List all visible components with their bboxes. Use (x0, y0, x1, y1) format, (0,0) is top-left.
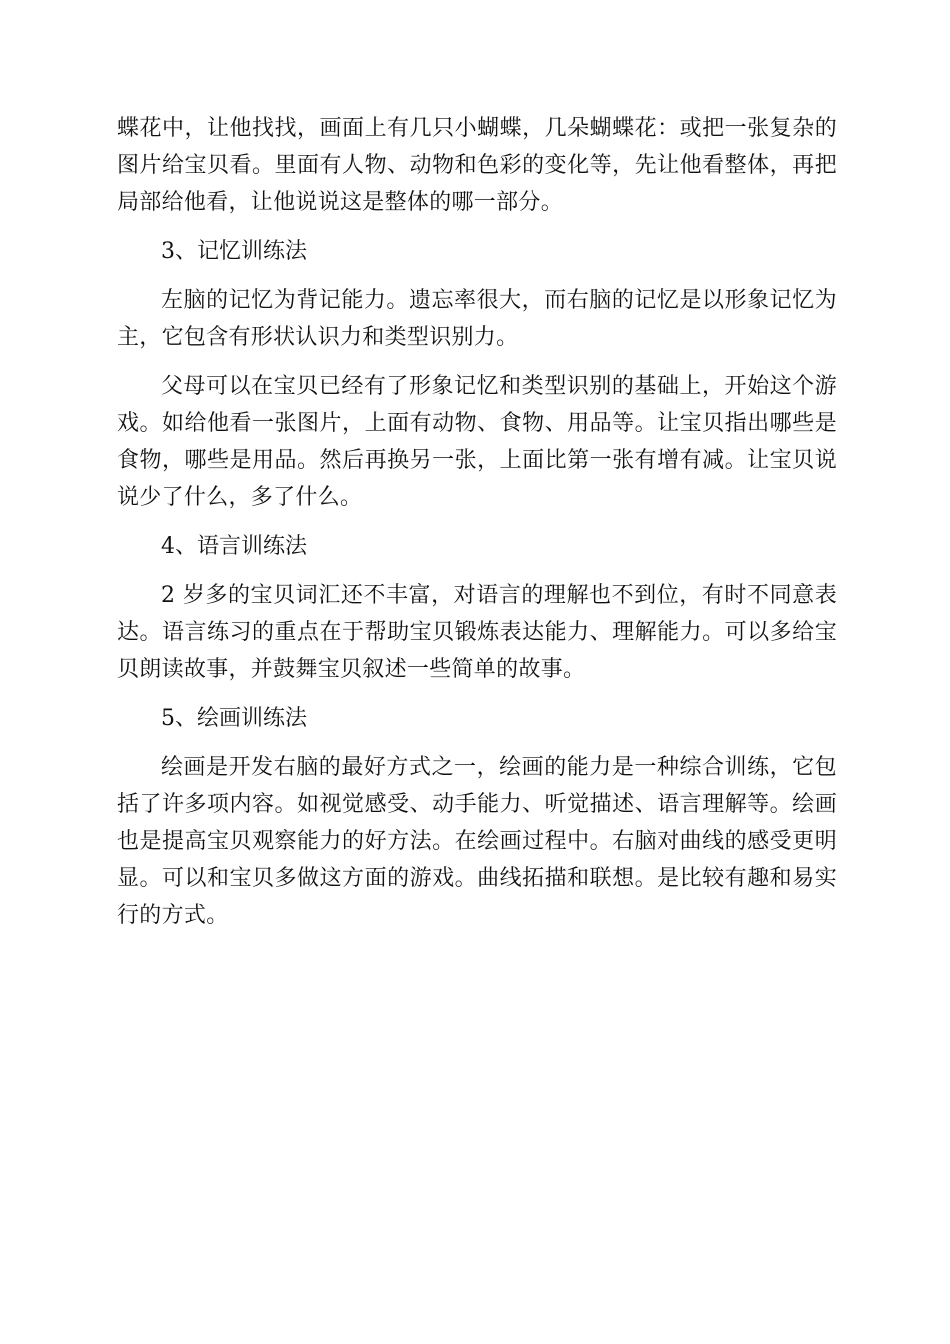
paragraph-continued: 蝶花中，让他找找，画面上有几只小蝴蝶，几朵蝴蝶花：或把一张复杂的图片给宝贝看。里面有人物、动物和色彩的变化等，先让他看整体，再把局部给他看，让他说说这是整体的哪一部分。 (117, 116, 837, 215)
paragraph-language-practice: 2 岁多的宝贝词汇还不丰富，对语言的理解也不到位，有时不同意表达。语言练习的重点在于帮助宝贝锻炼表达能力、理解能力。可以多给宝贝朗读故事，并鼓舞宝贝叙述一些简单的故事。 (117, 583, 837, 682)
section-heading-language-training: 4、语言训练法 (161, 534, 307, 559)
paragraph-drawing-practice: 绘画是开发右脑的最好方式之一，绘画的能力是一种综合训练，它包括了许多项内容。如视觉感受、动手能力、听觉描述、语言理解等。绘画也是提高宝贝观察能力的好方法。在绘画过程中。右脑对曲线的感受更明显。可以和宝贝多做这方面的游戏。曲线拓描和联想。是比较有趣和易实行的方式。 (117, 755, 837, 928)
section-heading-drawing-training: 5、绘画训练法 (161, 706, 307, 731)
paragraph-memory-game: 父母可以在宝贝已经有了形象记忆和类型识别的基础上，开始这个游戏。如给他看一张图片，上面有动物、食物、用品等。让宝贝指出哪些是食物，哪些是用品。然后再换另一张，上面比第一张有增有减。让宝贝说说少了什么，多了什么。 (117, 374, 837, 510)
document-body (117, 110, 837, 946)
paragraph-left-right-brain-memory: 左脑的记忆为背记能力。遗忘率很大，而右脑的记忆是以形象记忆为主，它包含有形状认识力和类型识别力。 (117, 288, 837, 350)
section-heading-memory-training: 3、记忆训练法 (161, 239, 307, 264)
